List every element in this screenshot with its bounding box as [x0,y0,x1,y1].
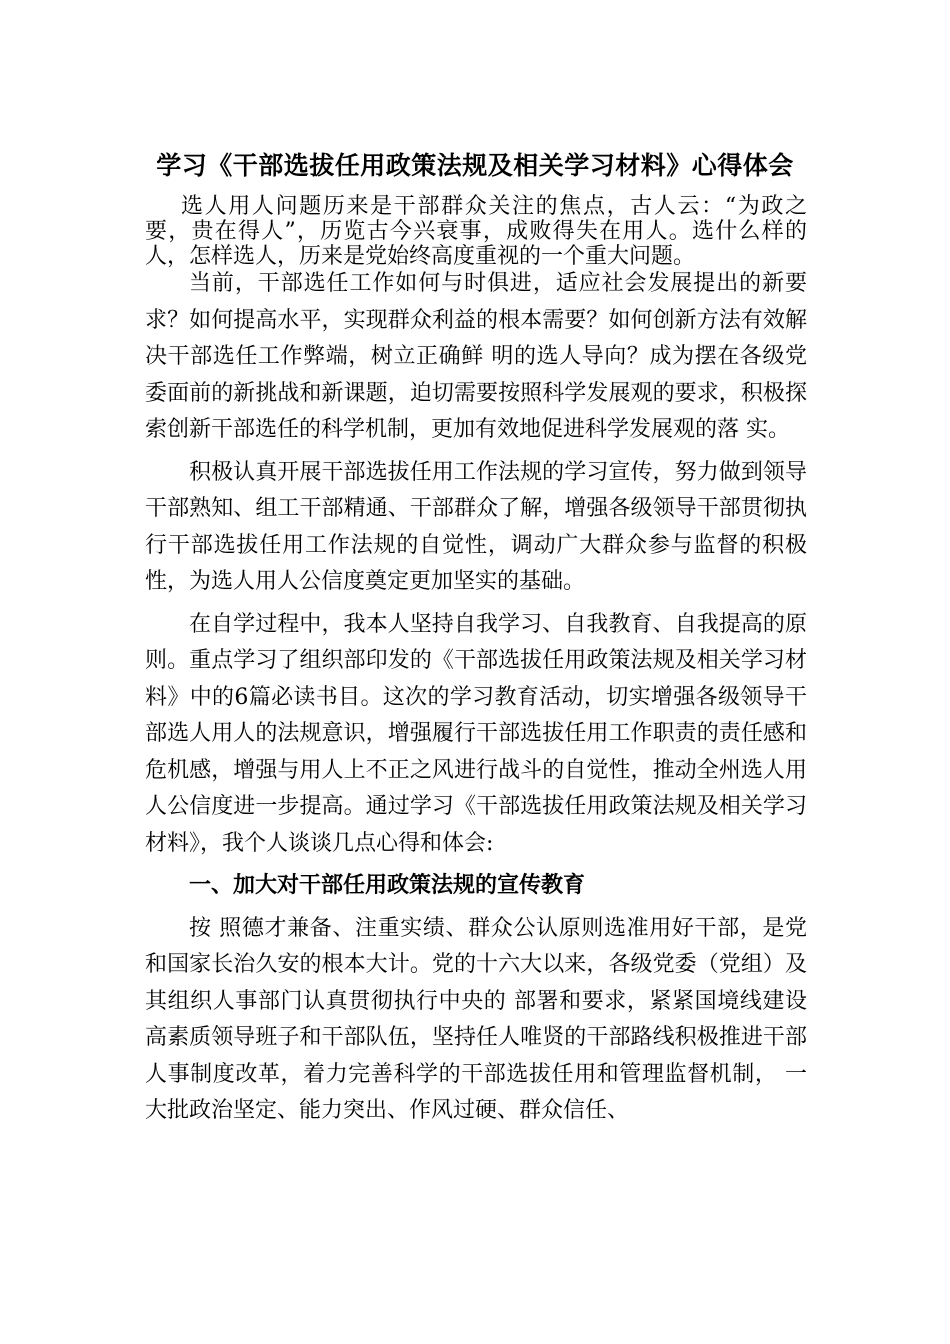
body-paragraph: 在自学过程中，我本人坚持自我学习、自我教育、自我提高的原则。重点学习了组织部印发的《干部选拔任用政策法规及相关学习材料》中的6篇必读书目。这次的学习教育活动，切实增强各级领导干部选人用人的法规意识，增强履行干部选拔任用工作职责的责任感和危机感，增强与用人上不正之风进行战斗的自觉性，推动全州选人用人公信度进一步提高。通过学习《干部选拔任用政策法规及相关学习材料》，我个人谈谈几点心得和体会: [145,611,807,856]
section-paragraph: 按 照德才兼备、注重实绩、群众公认原则选准用好干部，是党和国家长治久安的根本大计。党的十六大以来，各级党委（党组）及其组织人事部门认真贯彻执行中央的 部署和要求，紧紧国境线建设高素质领导班子和干部队伍，坚持任人唯贤的干部路线积极推进干部人事制度改革，着力完善科学的干部选拔任用和管理监督机制， 一大批政治坚定、能力突出、作风过硬、群众信任、 [145,915,807,1123]
document-body [145,266,807,1136]
body-paragraph: 积极认真开展干部选拔任用工作法规的学习宣传，努力做到领导干部熟知、组工干部精通、干部群众了解，增强各级领导干部贯彻执行干部选拔任用工作法规的自觉性，调动广大群众参与监督的积极性，为选人用人公信度奠定更加坚实的基础。 [145,459,807,594]
lead-paragraph: 选人用人问题历来是干部群众关注的焦点，古人云：“为政之要，贵在得人”，历览古今兴衰事，成败得失在用人。选什么样的人，怎样选人，历来是党始终高度重视的一个重大问题。 [145,194,807,269]
document-title: 学习《干部选拔任用政策法规及相关学习材料》心得体会 [156,150,794,180]
lead-block [145,194,807,269]
section-heading: 一、加大对干部任用政策法规的宣传教育 [189,873,586,898]
body-paragraph: 当前，干部选任工作如何与时俱进，适应社会发展提出的新要求？如何提高水平，实现群众利益的根本需要？如何创新方法有效解决干部选任工作弊端，树立正确鲜 明的选人导向？成为摆在各级党委面前的新挑战和新课题，迫切需要按照科学发展观的要求，积极探索创新干部选任的科学机制，更加有效地促进科学发展观的落 实。 [145,271,807,442]
